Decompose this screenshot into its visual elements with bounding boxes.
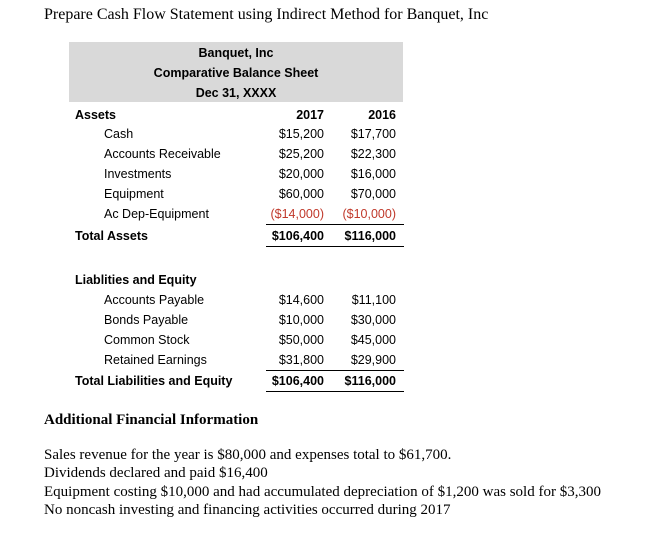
total-assets-2017: $106,400 bbox=[271, 229, 324, 243]
additional-info-line: Equipment costing $10,000 and had accumulated depreciation of $1,200 was sold for $3,300 bbox=[44, 484, 601, 500]
total-assets-2016: $116,000 bbox=[344, 229, 396, 243]
asset-row-label: Investments bbox=[104, 167, 172, 181]
liability-row-value-2016: $29,900 bbox=[350, 353, 396, 367]
asset-row-value-2017-negative: ($14,000) bbox=[270, 207, 324, 221]
liability-row-label: Bonds Payable bbox=[104, 313, 189, 327]
total-assets-label: Total Assets bbox=[75, 229, 148, 243]
column-header-2016: 2016 bbox=[368, 108, 396, 122]
subtotal-rule bbox=[266, 370, 404, 371]
total-liabilities-label: Total Liabilities and Equity bbox=[75, 374, 233, 388]
statement-date: Dec 31, XXXX bbox=[195, 86, 277, 100]
liability-row-value-2016: $45,000 bbox=[350, 333, 396, 347]
additional-info-line: No noncash investing and financing activities occurred during 2017 bbox=[44, 502, 451, 518]
asset-row-value-2016: $16,000 bbox=[350, 167, 396, 181]
asset-row-value-2016: $70,000 bbox=[350, 187, 396, 201]
total-rule bbox=[266, 391, 404, 392]
liability-row-value-2017: $31,800 bbox=[278, 353, 324, 367]
statement-name: Comparative Balance Sheet bbox=[153, 66, 319, 80]
liability-row-label: Accounts Payable bbox=[104, 293, 205, 307]
asset-row-label: Ac Dep-Equipment bbox=[104, 207, 209, 221]
company-name: Banquet, Inc bbox=[198, 46, 274, 60]
liabilities-heading: Liablities and Equity bbox=[75, 273, 197, 287]
asset-row-value-2017: $15,200 bbox=[278, 127, 324, 141]
asset-row-label: Cash bbox=[104, 127, 134, 141]
total-liabilities-2016: $116,000 bbox=[344, 374, 396, 388]
total-liabilities-2017: $106,400 bbox=[271, 374, 324, 388]
liability-row-value-2017: $10,000 bbox=[278, 313, 324, 327]
asset-row-value-2017: $25,200 bbox=[278, 147, 324, 161]
asset-row-value-2016: $22,300 bbox=[350, 147, 396, 161]
asset-row-label: Equipment bbox=[104, 187, 164, 201]
asset-row-label: Accounts Receivable bbox=[104, 147, 221, 161]
asset-row-value-2016-negative: ($10,000) bbox=[342, 207, 396, 221]
subtotal-rule bbox=[266, 224, 404, 225]
liability-row-label: Retained Earnings bbox=[104, 353, 207, 367]
asset-row-value-2017: $20,000 bbox=[278, 167, 324, 181]
additional-info-line: Dividends declared and paid $16,400 bbox=[44, 465, 268, 481]
liability-row-value-2017: $50,000 bbox=[278, 333, 324, 347]
liability-row-value-2016: $11,100 bbox=[351, 293, 396, 307]
page-title: Prepare Cash Flow Statement using Indirect Method for Banquet, Inc bbox=[44, 6, 489, 23]
column-header-2017: 2017 bbox=[296, 108, 324, 122]
liability-row-value-2016: $30,000 bbox=[350, 313, 396, 327]
additional-info-heading: Additional Financial Information bbox=[44, 412, 259, 428]
total-rule bbox=[266, 246, 404, 247]
asset-row-value-2017: $60,000 bbox=[278, 187, 324, 201]
additional-info-line: Sales revenue for the year is $80,000 and expenses total to $61,700. bbox=[44, 447, 452, 463]
asset-row-value-2016: $17,700 bbox=[350, 127, 396, 141]
liability-row-value-2017: $14,600 bbox=[278, 293, 324, 307]
liability-row-label: Common Stock bbox=[104, 333, 190, 347]
assets-heading: Assets bbox=[75, 108, 116, 122]
